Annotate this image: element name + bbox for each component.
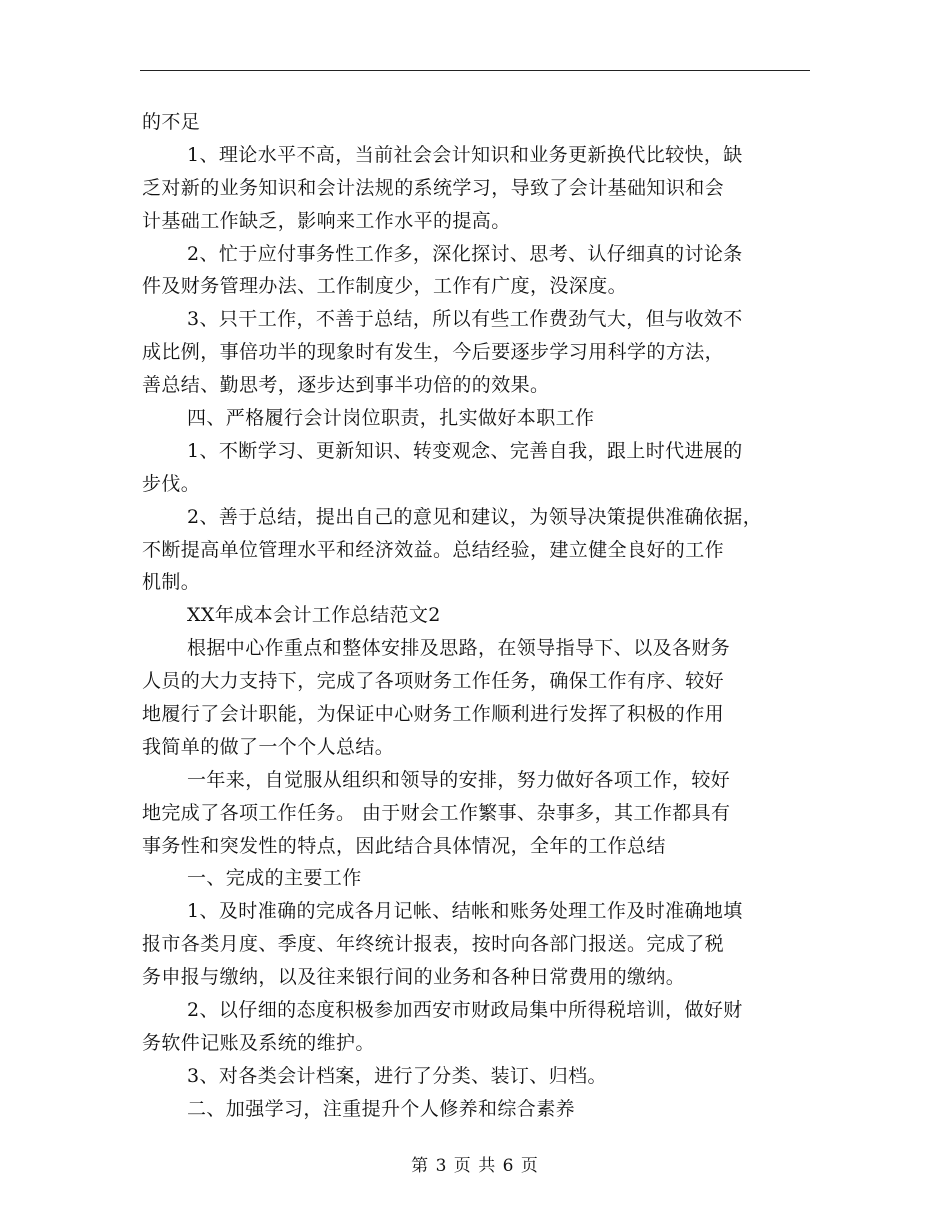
text-line: 事务性和突发性的特点，因此结合具体情况，全年的工作总结 — [142, 834, 666, 857]
text-line: 乏对新的业务知识和会计法规的系统学习，导致了会计基础知识和会 — [142, 176, 725, 199]
text-line: 步伐。 — [142, 472, 201, 495]
section-heading: 四、严格履行会计岗位职责，扎实做好本职工作 — [187, 407, 595, 430]
text-line: 根据中心作重点和整体安排及思路，在领导指导下、以及各财务 — [187, 637, 731, 660]
text-line: 机制。 — [142, 571, 201, 594]
text-line: 3、只干工作，不善于总结，所以有些工作费劲气大，但与收效不 — [187, 308, 743, 331]
text-line: 地履行了会计职能，为保证中心财务工作顺利进行发挥了积极的作用 — [142, 703, 725, 726]
article-title: XX年成本会计工作总结范文2 — [187, 604, 441, 627]
text-line: 地完成了各项工作任务。 由于财会工作繁事、杂事多，其工作都具有 — [142, 801, 731, 824]
text-line: 2、以仔细的态度积极参加西安市财政局集中所得税培训，做好财 — [187, 999, 743, 1022]
text-line: 的不足 — [142, 111, 201, 133]
text-line: 3、对各类会计档案，进行了分类、装订、归档。 — [187, 1064, 607, 1087]
page-number-footer: 第 3 页 共 6 页 — [411, 1156, 539, 1176]
text-line: 一年来，自觉服从组织和领导的安排，努力做好各项工作，较好 — [187, 768, 731, 791]
text-line: 报市各类月度、季度、年终统计报表，按时向各部门报送。完成了税 — [142, 933, 725, 956]
text-line: 1、不断学习、更新知识、转变观念、完善自我，跟上时代进展的 — [187, 439, 743, 462]
text-line: 2、善于总结，提出自己的意见和建议，为领导决策提供准确依据， — [187, 505, 763, 528]
document-body — [142, 106, 812, 1126]
text-line: 善总结、勤思考，逐步达到事半功倍的的效果。 — [142, 374, 550, 397]
text-line: 务申报与缴纳，以及往来银行间的业务和各种日常费用的缴纳。 — [142, 966, 686, 989]
text-line: 我简单的做了一个个人总结。 — [142, 735, 395, 758]
text-line: 成比例，事倍功半的现象时有发生，今后要逐步学习用科学的方法， — [142, 341, 725, 364]
text-line: 不断提高单位管理水平和经济效益。总结经验，建立健全良好的工作 — [142, 538, 725, 561]
text-line: 1、理论水平不高，当前社会会计知识和业务更新换代比较快，缺 — [187, 143, 743, 166]
text-line: 务软件记账及系统的维护。 — [142, 1031, 375, 1054]
section-heading: 一、完成的主要工作 — [187, 867, 362, 890]
text-line: 人员的大力支持下，完成了各项财务工作任务，确保工作有序、较好 — [142, 670, 725, 693]
text-line: 计基础工作缺乏，影响来工作水平的提高。 — [142, 209, 511, 232]
header-rule — [140, 70, 810, 71]
section-heading: 二、加强学习，注重提升个人修养和综合素养 — [187, 1097, 576, 1120]
text-line: 2、忙于应付事务性工作多，深化探讨、思考、认仔细真的讨论条 — [187, 242, 743, 265]
text-line: 1、及时准确的完成各月记帐、结帐和账务处理工作及时准确地填 — [187, 900, 743, 923]
text-line: 件及财务管理办法、工作制度少，工作有广度，没深度。 — [142, 275, 628, 298]
